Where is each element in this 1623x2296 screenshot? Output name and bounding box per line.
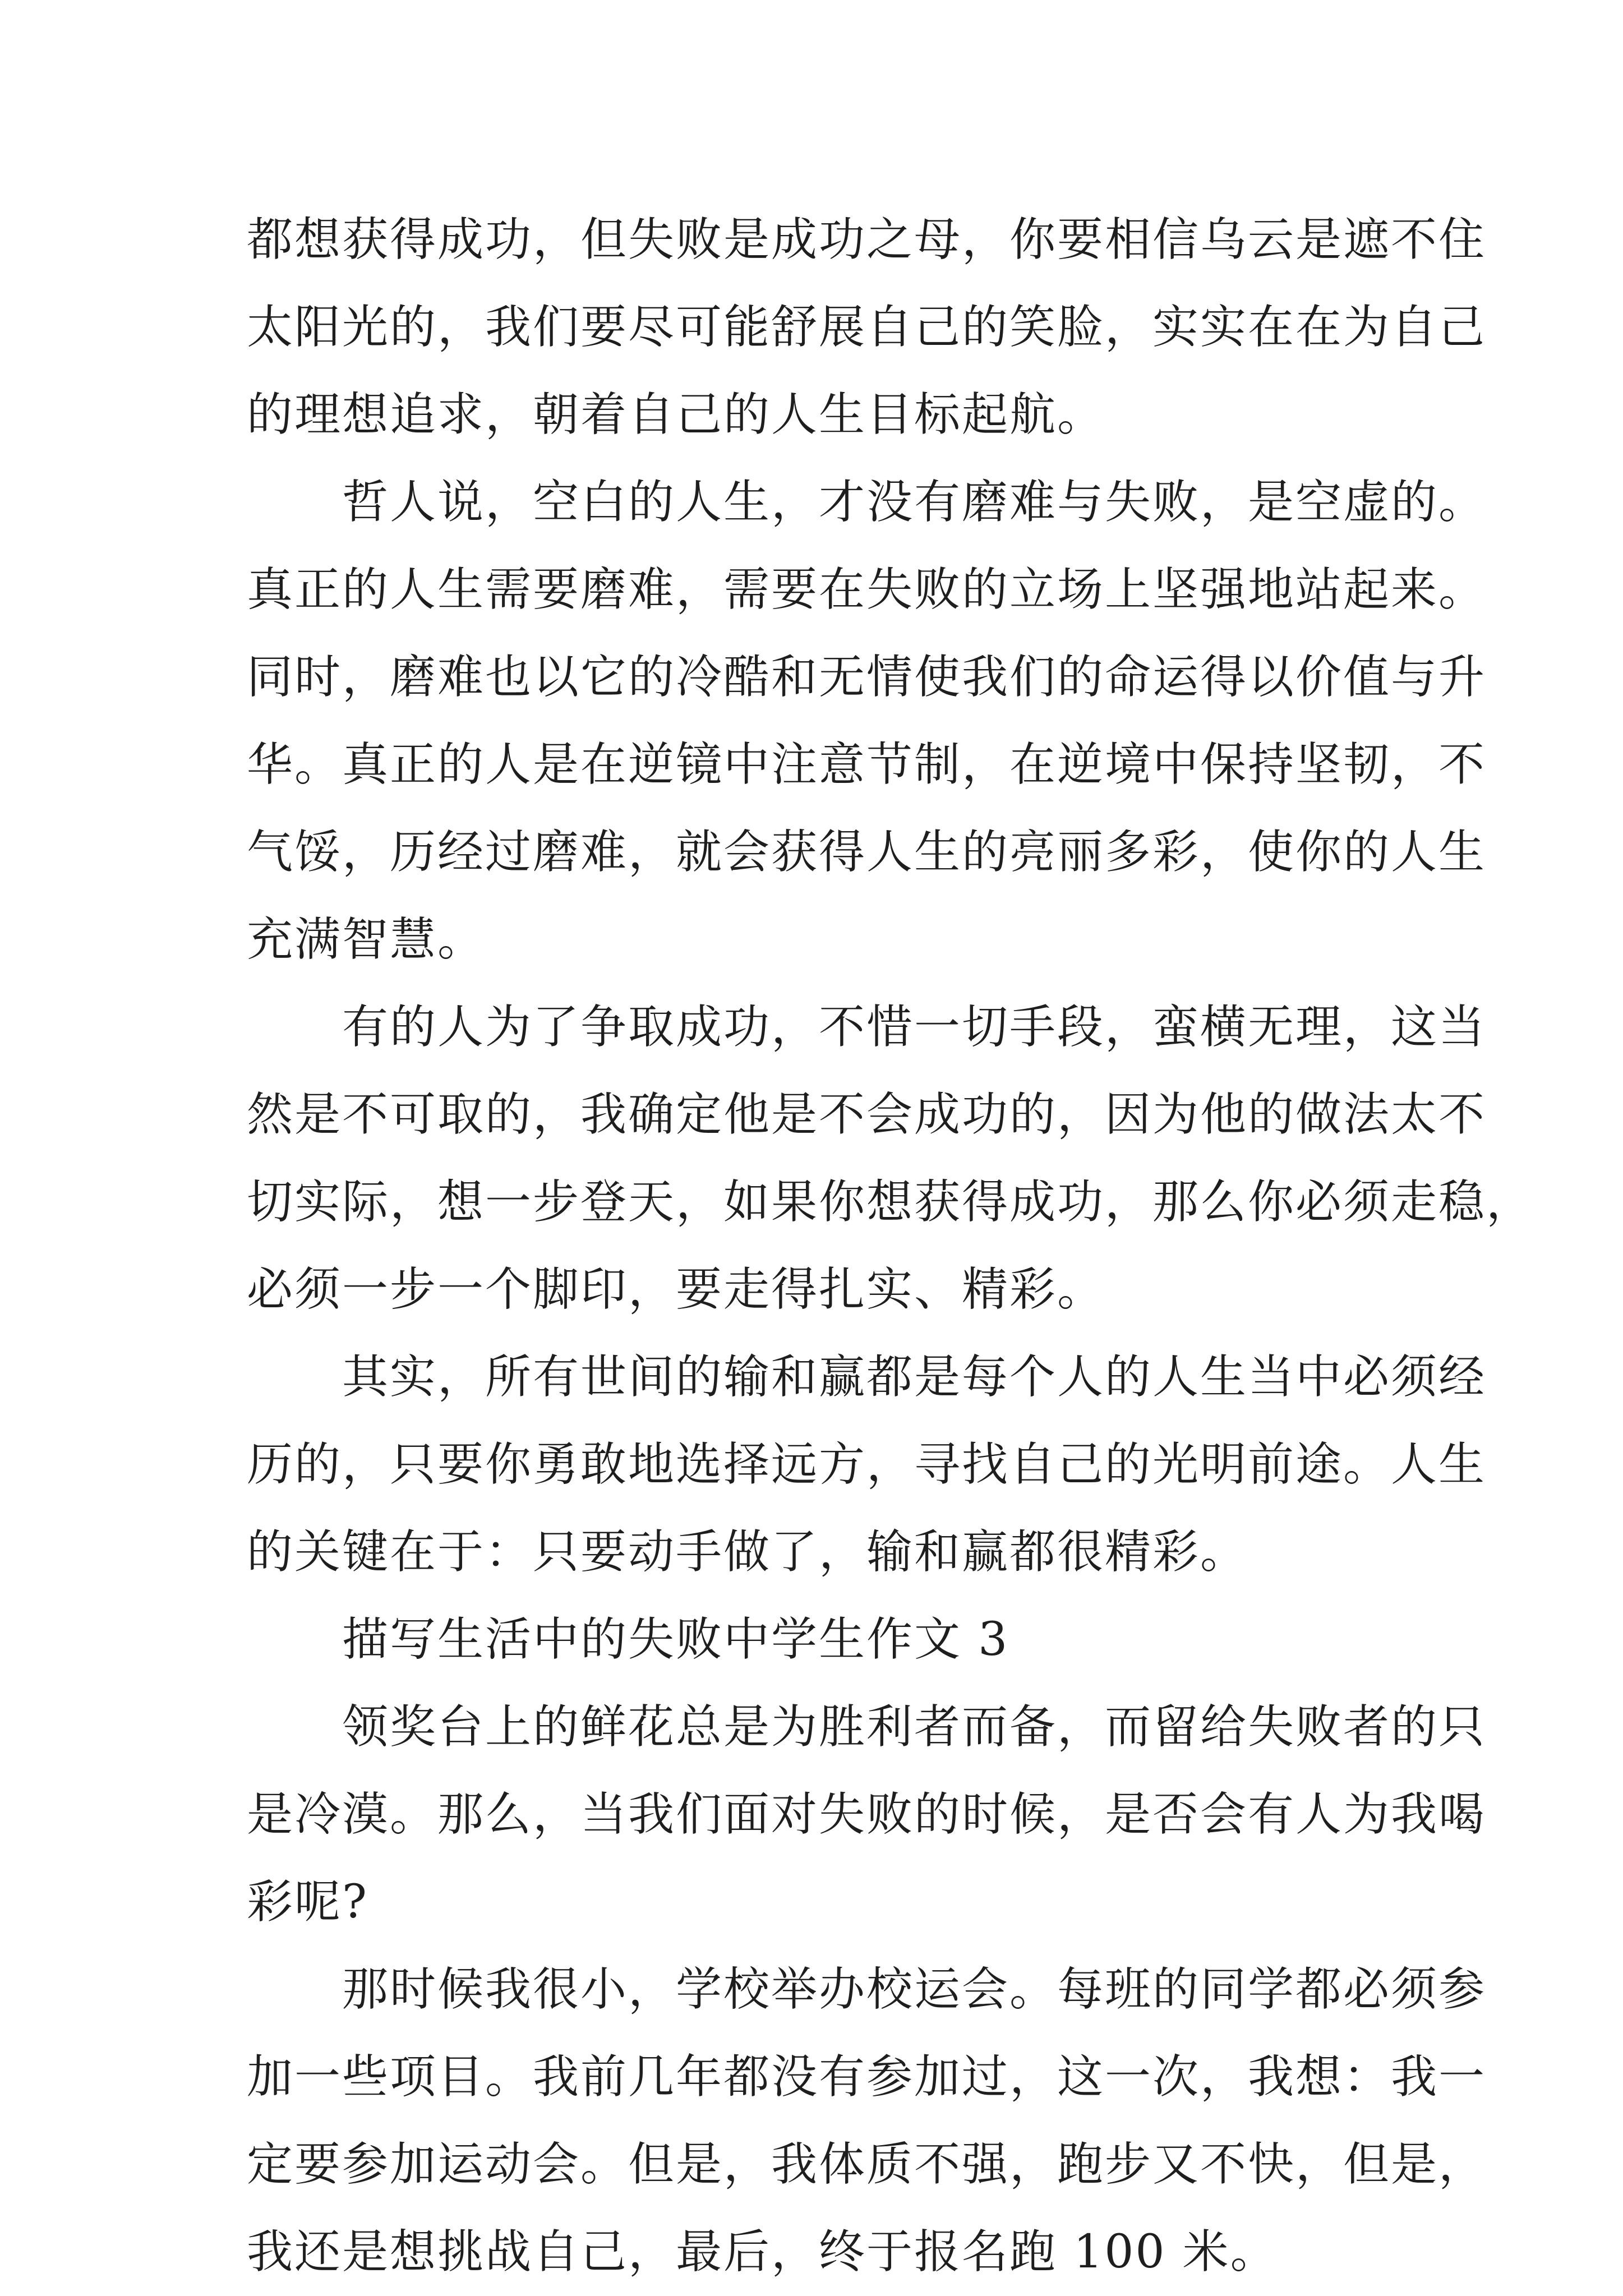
text-line: 定要参加运动会。但是，我体质不强，跑步又不快，但是，: [247, 2138, 1487, 2191]
paragraph-first-line: 其实，所有世间的输和赢都是每个人的人生当中必须经: [342, 1350, 1487, 1404]
text-line: 气馁，历经过磨难，就会获得人生的亮丽多彩，使你的人生: [247, 826, 1487, 879]
text-line: 是冷漠。那么，当我们面对失败的时候，是否会有人为我喝: [247, 1788, 1487, 1841]
text-line: 华。真正的人是在逆镜中注意节制，在逆境中保持坚韧，不: [247, 738, 1487, 791]
section-heading: 描写生活中的失败中学生作文 3: [342, 1613, 1009, 1666]
text-line: 太阳光的，我们要尽可能舒展自己的笑脸，实实在在为自己: [247, 301, 1487, 354]
paragraph-first-line: 那时候我很小，学校举办校运会。每班的同学都必须参: [342, 1963, 1487, 2016]
paragraph-first-line: 哲人说，空白的人生，才没有磨难与失败，是空虚的。: [342, 476, 1487, 529]
text-line: 必须一步一个脚印，要走得扎实、精彩。: [247, 1263, 1105, 1316]
text-line: 彩呢?: [247, 1875, 368, 1929]
text-line: 同时，磨难也以它的冷酷和无情使我们的命运得以价值与升: [247, 651, 1487, 704]
text-line: 然是不可取的，我确定他是不会成功的，因为他的做法太不: [247, 1088, 1487, 1141]
text-line: 真正的人生需要磨难，需要在失败的立场上坚强地站起来。: [247, 563, 1487, 616]
text-line: 加一些项目。我前几年都没有参加过，这一次，我想：我一: [247, 2050, 1487, 2104]
text-line: 充满智慧。: [247, 913, 486, 966]
text-line: 都想获得成功，但失败是成功之母，你要相信乌云是遮不住: [247, 213, 1487, 266]
text-line: 我还是想挑战自己，最后，终于报名跑 100 米。: [247, 2225, 1278, 2279]
text-line: 切实际，想一步登天，如果你想获得成功，那么你必须走稳，: [247, 1175, 1534, 1229]
paragraph-first-line: 领奖台上的鲜花总是为胜利者而备，而留给失败者的只: [342, 1700, 1487, 1754]
text-line: 的理想追求，朝着自己的人生目标起航。: [247, 388, 1105, 441]
paragraph-first-line: 有的人为了争取成功，不惜一切手段，蛮横无理，这当: [342, 1001, 1487, 1054]
document-body: [247, 196, 1534, 2296]
text-line: 的关键在于：只要动手做了，输和赢都很精彩。: [247, 1525, 1248, 1579]
text-line: 历的，只要你勇敢地选择远方，寻找自己的光明前途。人生: [247, 1438, 1487, 1491]
